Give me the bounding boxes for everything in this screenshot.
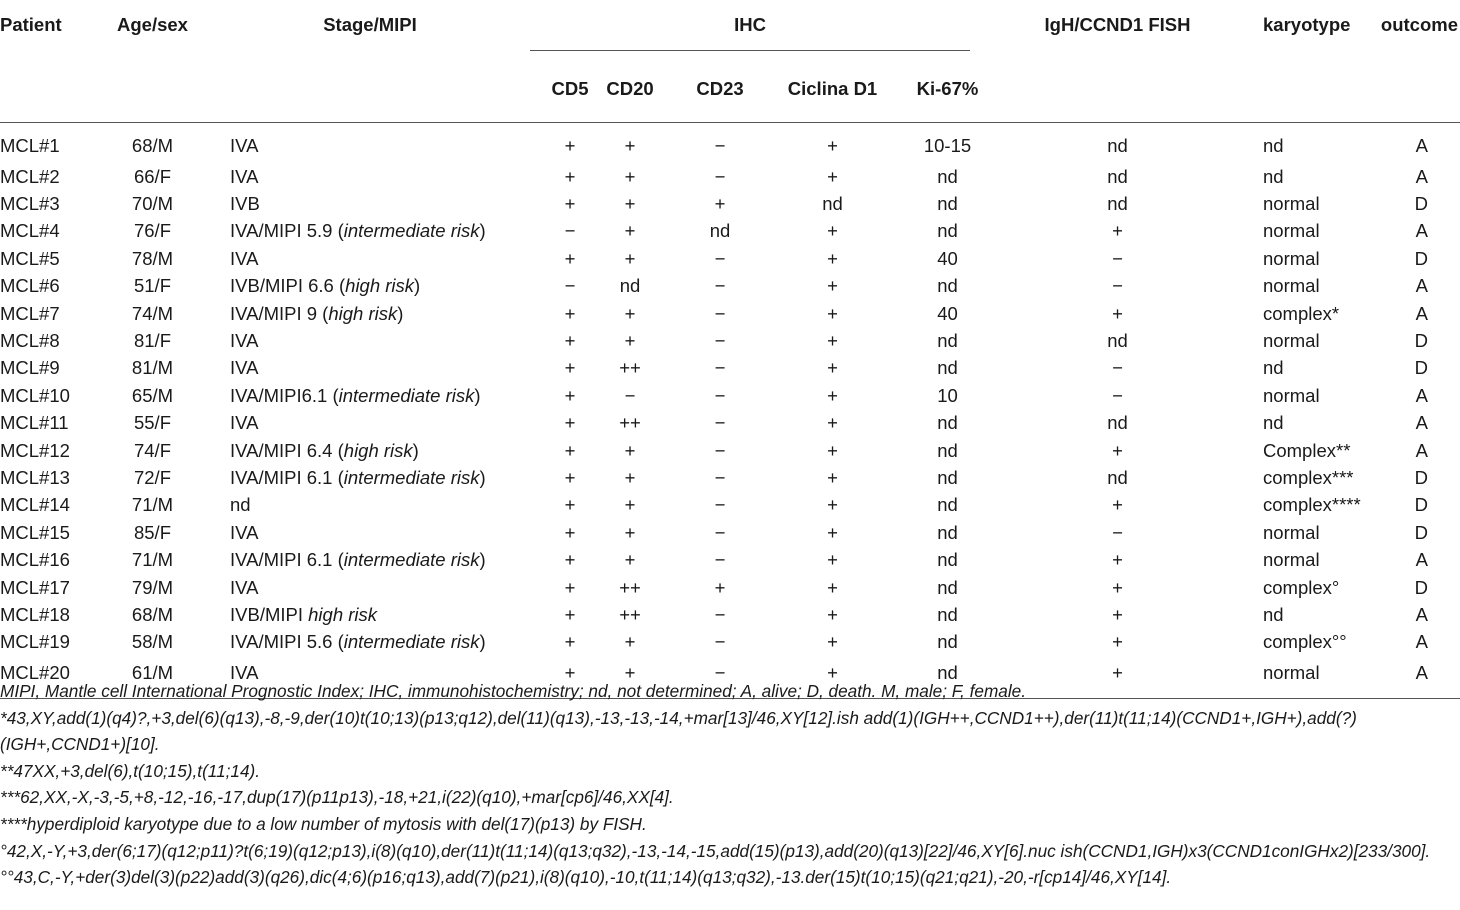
table-row xyxy=(0,218,1460,245)
cell-ciclina-d1: + xyxy=(827,302,838,324)
cell-fish: nd xyxy=(1107,135,1128,156)
cell-stage-mipi xyxy=(210,519,510,546)
cell-karyotype: normal xyxy=(1263,220,1320,242)
cell-cd20: + xyxy=(624,549,636,571)
cell-karyotype: normal xyxy=(1263,330,1320,352)
cell-outcome: D xyxy=(1414,521,1428,543)
cell-karyotype: nd xyxy=(1263,412,1284,434)
cell-karyotype: normal xyxy=(1263,662,1320,684)
cell-ciclina-d1: + xyxy=(827,247,838,269)
cell-stage-mipi xyxy=(210,546,510,573)
cell-ki67: 10 xyxy=(937,384,958,406)
stage-text: IVA xyxy=(230,135,259,156)
cell-stage-mipi xyxy=(210,123,510,164)
footnote-triple-star: ***62,XX,-X,-3,-5,+8,-12,-16,-17,dup(17)(p11p13),-18,+21,i(22)(q10),+mar[cp6]/46,XX[4]. xyxy=(0,787,674,808)
cell-fish: − xyxy=(1112,384,1123,406)
cell-age-sex: 68/M xyxy=(131,603,174,625)
cell-ki67: nd xyxy=(937,466,958,488)
cell-stage-mipi xyxy=(210,574,510,601)
cell-ki67: nd xyxy=(937,603,958,625)
cell-cd5: + xyxy=(564,662,576,684)
footnote-abbreviations: MIPI, Mantle cell International Prognostic Index; IHC, immunohistochemistry; nd, not determined; A, alive; D, death. M, male; F, female. xyxy=(0,681,1026,701)
cell-cd5: + xyxy=(564,193,576,215)
cell-ciclina-d1: + xyxy=(827,357,838,379)
cell-cd5: + xyxy=(564,549,576,571)
cell-ciclina-d1: + xyxy=(827,662,838,684)
cell-cd20: ++ xyxy=(619,412,641,434)
cell-stage-mipi xyxy=(210,464,510,491)
cell-fish: + xyxy=(1112,302,1123,324)
cell-age-sex: 66/F xyxy=(133,165,172,187)
cell-fish: − xyxy=(1112,247,1123,269)
footnote-quadruple-star: ****hyperdiploid karyotype due to a low number of mytosis with del(17)(p13) by FISH. xyxy=(0,813,647,834)
cell-cd23: − xyxy=(714,521,726,543)
cell-fish: + xyxy=(1112,631,1123,653)
cell-fish: − xyxy=(1112,275,1123,297)
cell-cd20: + xyxy=(624,193,636,215)
cell-cd23: nd xyxy=(709,220,731,242)
cell-ki67: nd xyxy=(937,576,958,598)
cell-patient: MCL#17 xyxy=(0,576,70,598)
cell-age-sex: 55/F xyxy=(133,412,172,434)
cell-stage-mipi xyxy=(210,190,510,217)
risk-text: high risk xyxy=(345,275,415,297)
cell-karyotype: normal xyxy=(1263,247,1320,269)
cell-age-sex: 72/F xyxy=(133,466,172,488)
stage-text: IVA/MIPI 6.1 ( xyxy=(230,549,344,571)
cell-outcome: A xyxy=(1415,662,1428,684)
stage-text: IVA/MIPI 5.6 ( xyxy=(230,631,344,653)
header-fish: IgH/CCND1 FISH xyxy=(1044,14,1191,35)
header-age-sex: Age/sex xyxy=(117,14,188,35)
cell-cd23: − xyxy=(714,302,726,324)
risk-close: ) xyxy=(479,220,486,242)
header-cd23: CD23 xyxy=(696,78,744,99)
cell-cd5: + xyxy=(564,302,576,324)
cell-age-sex: 68/M xyxy=(131,135,174,156)
cell-ki67: 40 xyxy=(937,302,958,324)
cell-cd23: − xyxy=(714,384,726,406)
cell-stage-mipi xyxy=(210,382,510,409)
cell-stage-mipi xyxy=(210,327,510,354)
footnote-double-degree: °°43,C,-Y,+der(3)del(3)(p22)add(3)(q26),dic(4;6)(p16;q13),add(7)(p21),i(8)(q10),-10,t(11;14)(q13;q32),-13.der(15)t(10;15)(q21;q21),-20,-r[cp14]/46,XY[14]. xyxy=(0,867,1172,888)
cell-cd20: + xyxy=(624,247,636,269)
cell-patient: MCL#1 xyxy=(0,135,60,156)
footnote-single-star: *43,XY,add(1)(q4)?,+3,del(6)(q13),-8,-9,der(10)t(10;13)(p13;q12),del(11)(q13),-13,-13,-14,+mar[13]/46,XY[12].ish add(1)(IGH++,CCND1++),der(11)t(11;14)(CCND1+,IGH+),add(?)(IGH+,CCND1+)[10]. xyxy=(0,707,1357,755)
header-ihc xyxy=(510,0,1000,66)
cell-age-sex: 81/F xyxy=(133,330,172,352)
cell-cd5: + xyxy=(564,631,576,653)
cell-cd20: + xyxy=(624,135,636,156)
cell-stage-mipi xyxy=(210,601,510,628)
stage-text: IVA/MIPI 5.9 ( xyxy=(230,220,344,242)
cell-karyotype: normal xyxy=(1263,384,1320,406)
cell-karyotype: nd xyxy=(1263,357,1284,379)
cell-fish: nd xyxy=(1107,412,1128,434)
cell-cd5: + xyxy=(564,384,576,406)
cell-stage-mipi xyxy=(210,437,510,464)
cell-stage-mipi xyxy=(210,163,510,190)
cell-cd23: − xyxy=(714,494,726,516)
cell-cd5: + xyxy=(564,439,576,461)
cell-cd20: ++ xyxy=(619,576,641,598)
cell-ki67: nd xyxy=(937,165,958,187)
cell-cd23: − xyxy=(714,135,726,156)
cell-cd20: ++ xyxy=(619,603,641,625)
cell-outcome: D xyxy=(1414,494,1428,516)
cell-ciclina-d1: + xyxy=(827,439,838,461)
table-row xyxy=(0,437,1460,464)
cell-cd23: − xyxy=(714,631,726,653)
cell-patient: MCL#15 xyxy=(0,521,70,543)
cell-age-sex: 61/M xyxy=(131,662,174,684)
cell-outcome: A xyxy=(1415,603,1428,625)
table-row xyxy=(0,245,1460,272)
cell-fish: + xyxy=(1112,603,1123,625)
cell-cd23: + xyxy=(714,576,726,598)
cell-patient: MCL#7 xyxy=(0,302,60,324)
cell-cd5: + xyxy=(564,521,576,543)
table-row xyxy=(0,574,1460,601)
cell-outcome: A xyxy=(1415,384,1428,406)
cell-outcome: A xyxy=(1415,302,1428,324)
cell-ki67: nd xyxy=(937,275,958,297)
risk-text: intermediate risk xyxy=(343,549,480,571)
stage-text: IVA xyxy=(230,412,259,434)
cell-karyotype: normal xyxy=(1263,275,1320,297)
risk-text: high risk xyxy=(308,603,378,625)
cell-fish: + xyxy=(1112,576,1123,598)
cell-cd20: + xyxy=(624,494,636,516)
cell-outcome: D xyxy=(1414,193,1428,215)
stage-text: nd xyxy=(230,494,251,516)
header-outcome: outcome xyxy=(1380,14,1458,35)
cell-karyotype: nd xyxy=(1263,603,1284,625)
cell-cd20: − xyxy=(624,384,636,406)
cell-ciclina-d1: + xyxy=(827,494,838,516)
cell-karyotype: nd xyxy=(1263,135,1284,156)
risk-text: intermediate risk xyxy=(343,466,480,488)
cell-fish: nd xyxy=(1107,330,1128,352)
cell-cd5: + xyxy=(564,603,576,625)
risk-close: ) xyxy=(414,275,421,297)
table-row xyxy=(0,519,1460,546)
cell-outcome: A xyxy=(1415,412,1428,434)
cell-ciclina-d1: + xyxy=(827,384,838,406)
cell-cd5: + xyxy=(564,165,576,187)
cell-cd23: − xyxy=(714,357,726,379)
risk-close: ) xyxy=(479,631,486,653)
risk-text: high risk xyxy=(328,302,398,324)
cell-cd23: − xyxy=(714,165,726,187)
stage-text: IVA xyxy=(230,247,259,269)
cell-cd20: + xyxy=(624,439,636,461)
footnote-degree: °42,X,-Y,+3,der(6;17)(q12;p11)?t(6;19)(q12;p13),i(8)(q10),der(11)t(11;14)(q13;q32),-13,-14,-15,add(15)(p13),add(20)(q13)[22]/46,XY[6].nuc ish(CCND1,IGH)x3(CCND1conIGHx2)[233/300]. xyxy=(0,840,1431,861)
cell-age-sex: 51/F xyxy=(133,275,172,297)
risk-text: intermediate risk xyxy=(338,384,475,406)
cell-age-sex: 71/M xyxy=(131,549,174,571)
cell-ki67: nd xyxy=(937,662,958,684)
cell-stage-mipi xyxy=(210,629,510,656)
cell-outcome: D xyxy=(1414,466,1428,488)
cell-patient: MCL#2 xyxy=(0,165,60,187)
stage-text: IVB xyxy=(230,193,260,215)
cell-outcome: D xyxy=(1414,357,1428,379)
cell-cd20: + xyxy=(624,330,636,352)
table-footnotes xyxy=(0,678,1460,891)
cell-cd5: + xyxy=(564,576,576,598)
cell-patient: MCL#10 xyxy=(0,384,70,406)
cell-ki67: nd xyxy=(937,549,958,571)
cell-patient: MCL#8 xyxy=(0,330,60,352)
cell-ki67: 40 xyxy=(937,247,958,269)
cell-ki67: nd xyxy=(937,439,958,461)
header-cd20: CD20 xyxy=(606,78,654,99)
cell-fish: + xyxy=(1112,662,1123,684)
cell-fish: + xyxy=(1112,549,1123,571)
stage-text: IVA xyxy=(230,357,259,379)
cell-fish: nd xyxy=(1107,193,1128,215)
cell-cd23: − xyxy=(714,549,726,571)
cell-stage-mipi xyxy=(210,218,510,245)
cell-outcome: A xyxy=(1415,549,1428,571)
footnote-double-star: **47XX,+3,del(6),t(10;15),t(11;14). xyxy=(0,760,261,781)
cell-cd23: − xyxy=(714,247,726,269)
cell-cd23: − xyxy=(714,275,726,297)
table-row xyxy=(0,464,1460,491)
stage-text: IVB/MIPI 6.6 ( xyxy=(230,275,346,297)
stage-text: IVA/MIPI 6.1 ( xyxy=(230,466,344,488)
cell-cd5: + xyxy=(564,412,576,434)
stage-text: IVB/MIPI xyxy=(230,603,309,625)
cell-karyotype: normal xyxy=(1263,549,1320,571)
cell-ki67: nd xyxy=(937,220,958,242)
stage-text: IVA xyxy=(230,662,259,684)
cell-cd20: + xyxy=(624,466,636,488)
cell-cd5: − xyxy=(564,220,576,242)
cell-ciclina-d1: + xyxy=(827,412,838,434)
header-ciclina-d1: Ciclina D1 xyxy=(787,78,878,99)
cell-karyotype: complex° xyxy=(1263,576,1340,598)
cell-age-sex: 74/F xyxy=(133,439,172,461)
cell-ciclina-d1: + xyxy=(827,135,838,156)
cell-outcome: D xyxy=(1414,576,1428,598)
cell-cd23: + xyxy=(714,193,726,215)
header-patient: Patient xyxy=(0,14,62,35)
cell-karyotype: complex*** xyxy=(1263,466,1354,488)
cell-ciclina-d1: + xyxy=(827,576,838,598)
cell-ciclina-d1: + xyxy=(827,603,838,625)
cell-patient: MCL#16 xyxy=(0,549,70,571)
cell-ki67: nd xyxy=(937,193,958,215)
cell-cd20: ++ xyxy=(619,357,641,379)
cell-outcome: D xyxy=(1414,330,1428,352)
cell-cd20: + xyxy=(624,631,636,653)
cell-cd20: + xyxy=(624,662,636,684)
cell-age-sex: 85/F xyxy=(133,521,172,543)
cell-age-sex: 81/M xyxy=(131,357,174,379)
stage-text: IVA/MIPI 6.4 ( xyxy=(230,439,344,461)
cell-patient: MCL#18 xyxy=(0,603,70,625)
cell-fish: nd xyxy=(1107,466,1128,488)
cell-age-sex: 65/M xyxy=(131,384,174,406)
cell-cd23: − xyxy=(714,439,726,461)
cell-patient: MCL#19 xyxy=(0,631,70,653)
header-ihc-label: IHC xyxy=(530,14,970,51)
cell-cd20: + xyxy=(624,220,636,242)
table-row xyxy=(0,629,1460,656)
cell-ki67: nd xyxy=(937,521,958,543)
risk-text: intermediate risk xyxy=(343,631,480,653)
header-ki67: Ki-67% xyxy=(916,78,979,99)
cell-fish: + xyxy=(1112,494,1123,516)
cell-ki67: nd xyxy=(937,494,958,516)
cell-cd23: − xyxy=(714,603,726,625)
risk-text: intermediate risk xyxy=(343,220,480,242)
table-row xyxy=(0,190,1460,217)
table-row xyxy=(0,355,1460,382)
cell-patient: MCL#11 xyxy=(0,412,69,434)
cell-cd23: − xyxy=(714,662,726,684)
cell-cd20: + xyxy=(624,521,636,543)
cell-fish: nd xyxy=(1107,165,1128,187)
cell-karyotype: complex°° xyxy=(1263,631,1347,653)
table-row xyxy=(0,273,1460,300)
risk-close: ) xyxy=(479,466,486,488)
cell-stage-mipi xyxy=(210,300,510,327)
cell-ciclina-d1: + xyxy=(827,220,838,242)
cell-cd5: − xyxy=(564,275,576,297)
table-row xyxy=(0,410,1460,437)
cell-cd5: + xyxy=(564,330,576,352)
table-row xyxy=(0,300,1460,327)
risk-close: ) xyxy=(474,384,481,406)
cell-outcome: A xyxy=(1415,275,1428,297)
cell-age-sex: 79/M xyxy=(131,576,174,598)
cell-age-sex: 76/F xyxy=(133,220,172,242)
cell-patient: MCL#5 xyxy=(0,247,60,269)
cell-fish: − xyxy=(1112,357,1123,379)
cell-fish: − xyxy=(1112,521,1123,543)
cell-outcome: A xyxy=(1415,135,1428,156)
stage-text: IVA xyxy=(230,165,259,187)
cell-patient: MCL#14 xyxy=(0,494,70,516)
cell-cd23: − xyxy=(714,330,726,352)
cell-cd20: + xyxy=(624,165,636,187)
cell-ciclina-d1: + xyxy=(827,631,838,653)
cell-karyotype: Complex** xyxy=(1263,439,1351,461)
cell-stage-mipi xyxy=(210,355,510,382)
cell-outcome: D xyxy=(1414,247,1428,269)
cell-cd5: + xyxy=(564,135,576,156)
cell-outcome: A xyxy=(1415,220,1428,242)
cell-patient: MCL#20 xyxy=(0,662,70,684)
cell-ki67: nd xyxy=(937,631,958,653)
stage-text: IVA xyxy=(230,521,259,543)
cell-stage-mipi xyxy=(210,245,510,272)
stage-text: IVA xyxy=(230,576,259,598)
table-body xyxy=(0,123,1460,699)
cell-ciclina-d1: + xyxy=(827,521,838,543)
cell-ciclina-d1: + xyxy=(827,330,838,352)
cell-patient: MCL#6 xyxy=(0,275,60,297)
cell-ciclina-d1: + xyxy=(827,549,838,571)
stage-text: IVA/MIPI 9 ( xyxy=(230,302,329,324)
cell-ki67: nd xyxy=(937,412,958,434)
cell-karyotype: complex**** xyxy=(1263,494,1361,516)
cell-cd5: + xyxy=(564,466,576,488)
cell-cd20: + xyxy=(624,302,636,324)
header-cd5: CD5 xyxy=(551,78,589,99)
cell-stage-mipi xyxy=(210,492,510,519)
cell-ciclina-d1: nd xyxy=(822,193,843,215)
table-row xyxy=(0,492,1460,519)
table-row xyxy=(0,123,1460,164)
cell-karyotype: complex* xyxy=(1263,302,1340,324)
cell-outcome: A xyxy=(1415,165,1428,187)
cell-age-sex: 70/M xyxy=(131,193,174,215)
risk-close: ) xyxy=(397,302,404,324)
cell-patient: MCL#13 xyxy=(0,466,70,488)
cell-ciclina-d1: + xyxy=(827,275,838,297)
table-row xyxy=(0,601,1460,628)
cell-karyotype: normal xyxy=(1263,193,1320,215)
cell-cd23: − xyxy=(714,466,726,488)
cell-karyotype: normal xyxy=(1263,521,1320,543)
cell-ciclina-d1: + xyxy=(827,165,838,187)
cell-outcome: A xyxy=(1415,439,1428,461)
header-stage-mipi: Stage/MIPI xyxy=(323,14,417,35)
cell-stage-mipi xyxy=(210,273,510,300)
cell-stage-mipi xyxy=(210,410,510,437)
cell-cd5: + xyxy=(564,494,576,516)
cell-patient: MCL#12 xyxy=(0,439,70,461)
cell-age-sex: 78/M xyxy=(131,247,174,269)
cell-cd20: nd xyxy=(619,275,641,297)
cell-ki67: nd xyxy=(937,357,958,379)
stage-text: IVA xyxy=(230,330,259,352)
cell-patient: MCL#3 xyxy=(0,193,60,215)
cell-cd5: + xyxy=(564,357,576,379)
table-row xyxy=(0,382,1460,409)
cell-cd5: + xyxy=(564,247,576,269)
cell-age-sex: 74/M xyxy=(131,302,174,324)
cell-karyotype: nd xyxy=(1263,165,1284,187)
risk-close: ) xyxy=(479,549,486,571)
table-row xyxy=(0,327,1460,354)
cell-age-sex: 71/M xyxy=(131,494,174,516)
cell-outcome: A xyxy=(1415,631,1428,653)
table-row xyxy=(0,163,1460,190)
cell-patient: MCL#9 xyxy=(0,357,60,379)
risk-close: ) xyxy=(412,439,419,461)
cell-fish: + xyxy=(1112,220,1123,242)
cell-ki67: nd xyxy=(937,330,958,352)
cell-cd23: − xyxy=(714,412,726,434)
table-row xyxy=(0,546,1460,573)
header-karyotype: karyotype xyxy=(1263,14,1351,35)
risk-text: high risk xyxy=(343,439,413,461)
cell-age-sex: 58/M xyxy=(131,631,174,653)
cell-patient: MCL#4 xyxy=(0,220,60,242)
cell-ciclina-d1: + xyxy=(827,466,838,488)
stage-text: IVA/MIPI6.1 ( xyxy=(230,384,339,406)
cell-fish: + xyxy=(1112,439,1123,461)
cell-ki67: 10-15 xyxy=(923,135,972,156)
